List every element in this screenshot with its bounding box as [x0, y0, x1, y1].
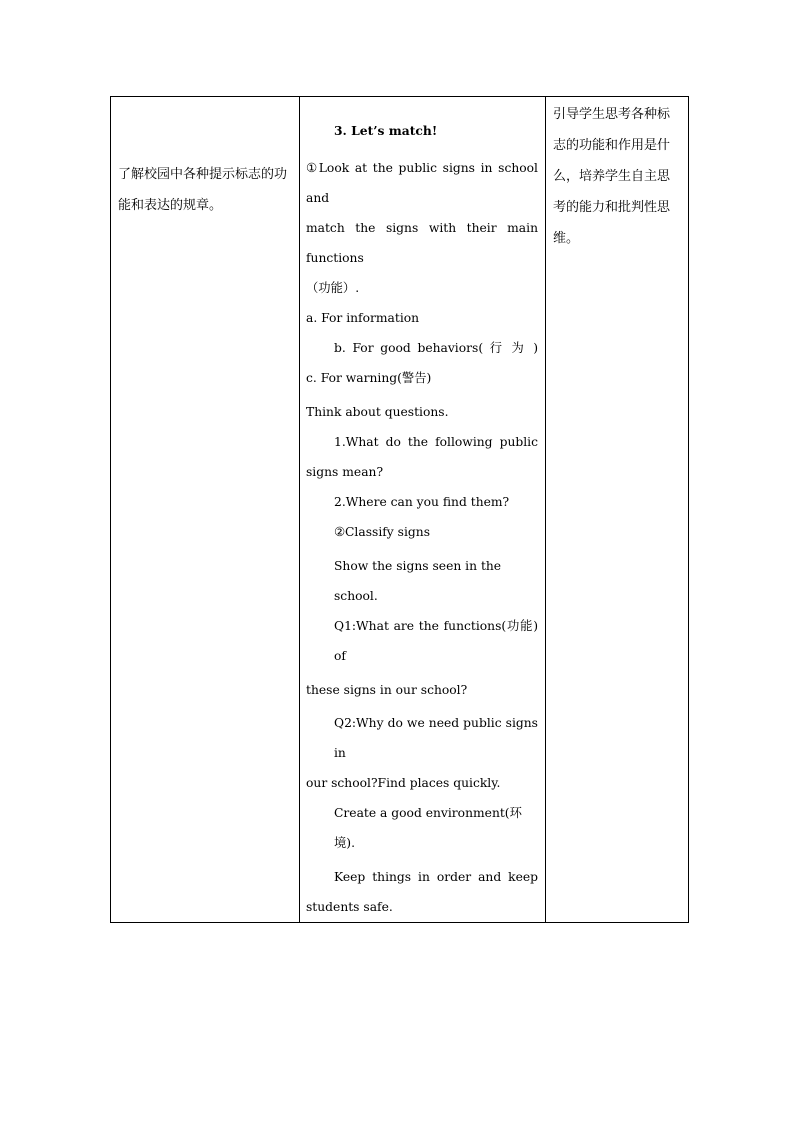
design-intent-cell [546, 97, 689, 923]
step1-line3: （功能）. [306, 281, 360, 295]
option-c: c. For warning(警告) [306, 371, 432, 385]
activity-title: 3. Let’s match! [334, 123, 438, 138]
learning-goal-cell [111, 97, 300, 923]
learning-goal-text: 了解校园中各种提示标志的功能和表达的规章。 [118, 167, 288, 213]
question-1-line2: signs mean? [306, 465, 384, 479]
function-question-1-line1: Q1:What are the functions(功能) of [334, 619, 538, 663]
question-1-line1: 1.What do the following public [334, 435, 538, 449]
keep-order-line1: Keep things in order and keep [334, 870, 538, 884]
function-question-1-line2: these signs in our school? [306, 683, 468, 697]
step2-classify: ②Classify signs [334, 525, 431, 539]
create-environment: Create a good environment(环境). [334, 806, 522, 850]
show-signs: Show the signs seen in the school. [334, 559, 502, 603]
function-question-2-line2: our school?Find places quickly. [306, 776, 501, 790]
activity-cell [300, 97, 546, 923]
step1-line1: ①Look at the public signs in school and [306, 161, 538, 205]
question-2: 2.Where can you find them? [334, 495, 510, 509]
keep-order-line2: students safe. [306, 900, 393, 914]
option-a: a. For information [306, 311, 420, 325]
step1-line2: match the signs with their main functions [306, 221, 538, 265]
table-row [111, 97, 689, 923]
lesson-plan-table [110, 96, 689, 923]
think-questions: Think about questions. [306, 405, 449, 419]
function-question-2-line1: Q2:Why do we need public signs in [334, 716, 538, 760]
activity-content [300, 97, 545, 922]
option-b: b. For good behaviors( 行 为 ) [334, 341, 538, 355]
design-intent-text: 引导学生思考各种标志的功能和作用是什么，培养学生自主思考的能力和批判性思维。 [553, 107, 671, 246]
